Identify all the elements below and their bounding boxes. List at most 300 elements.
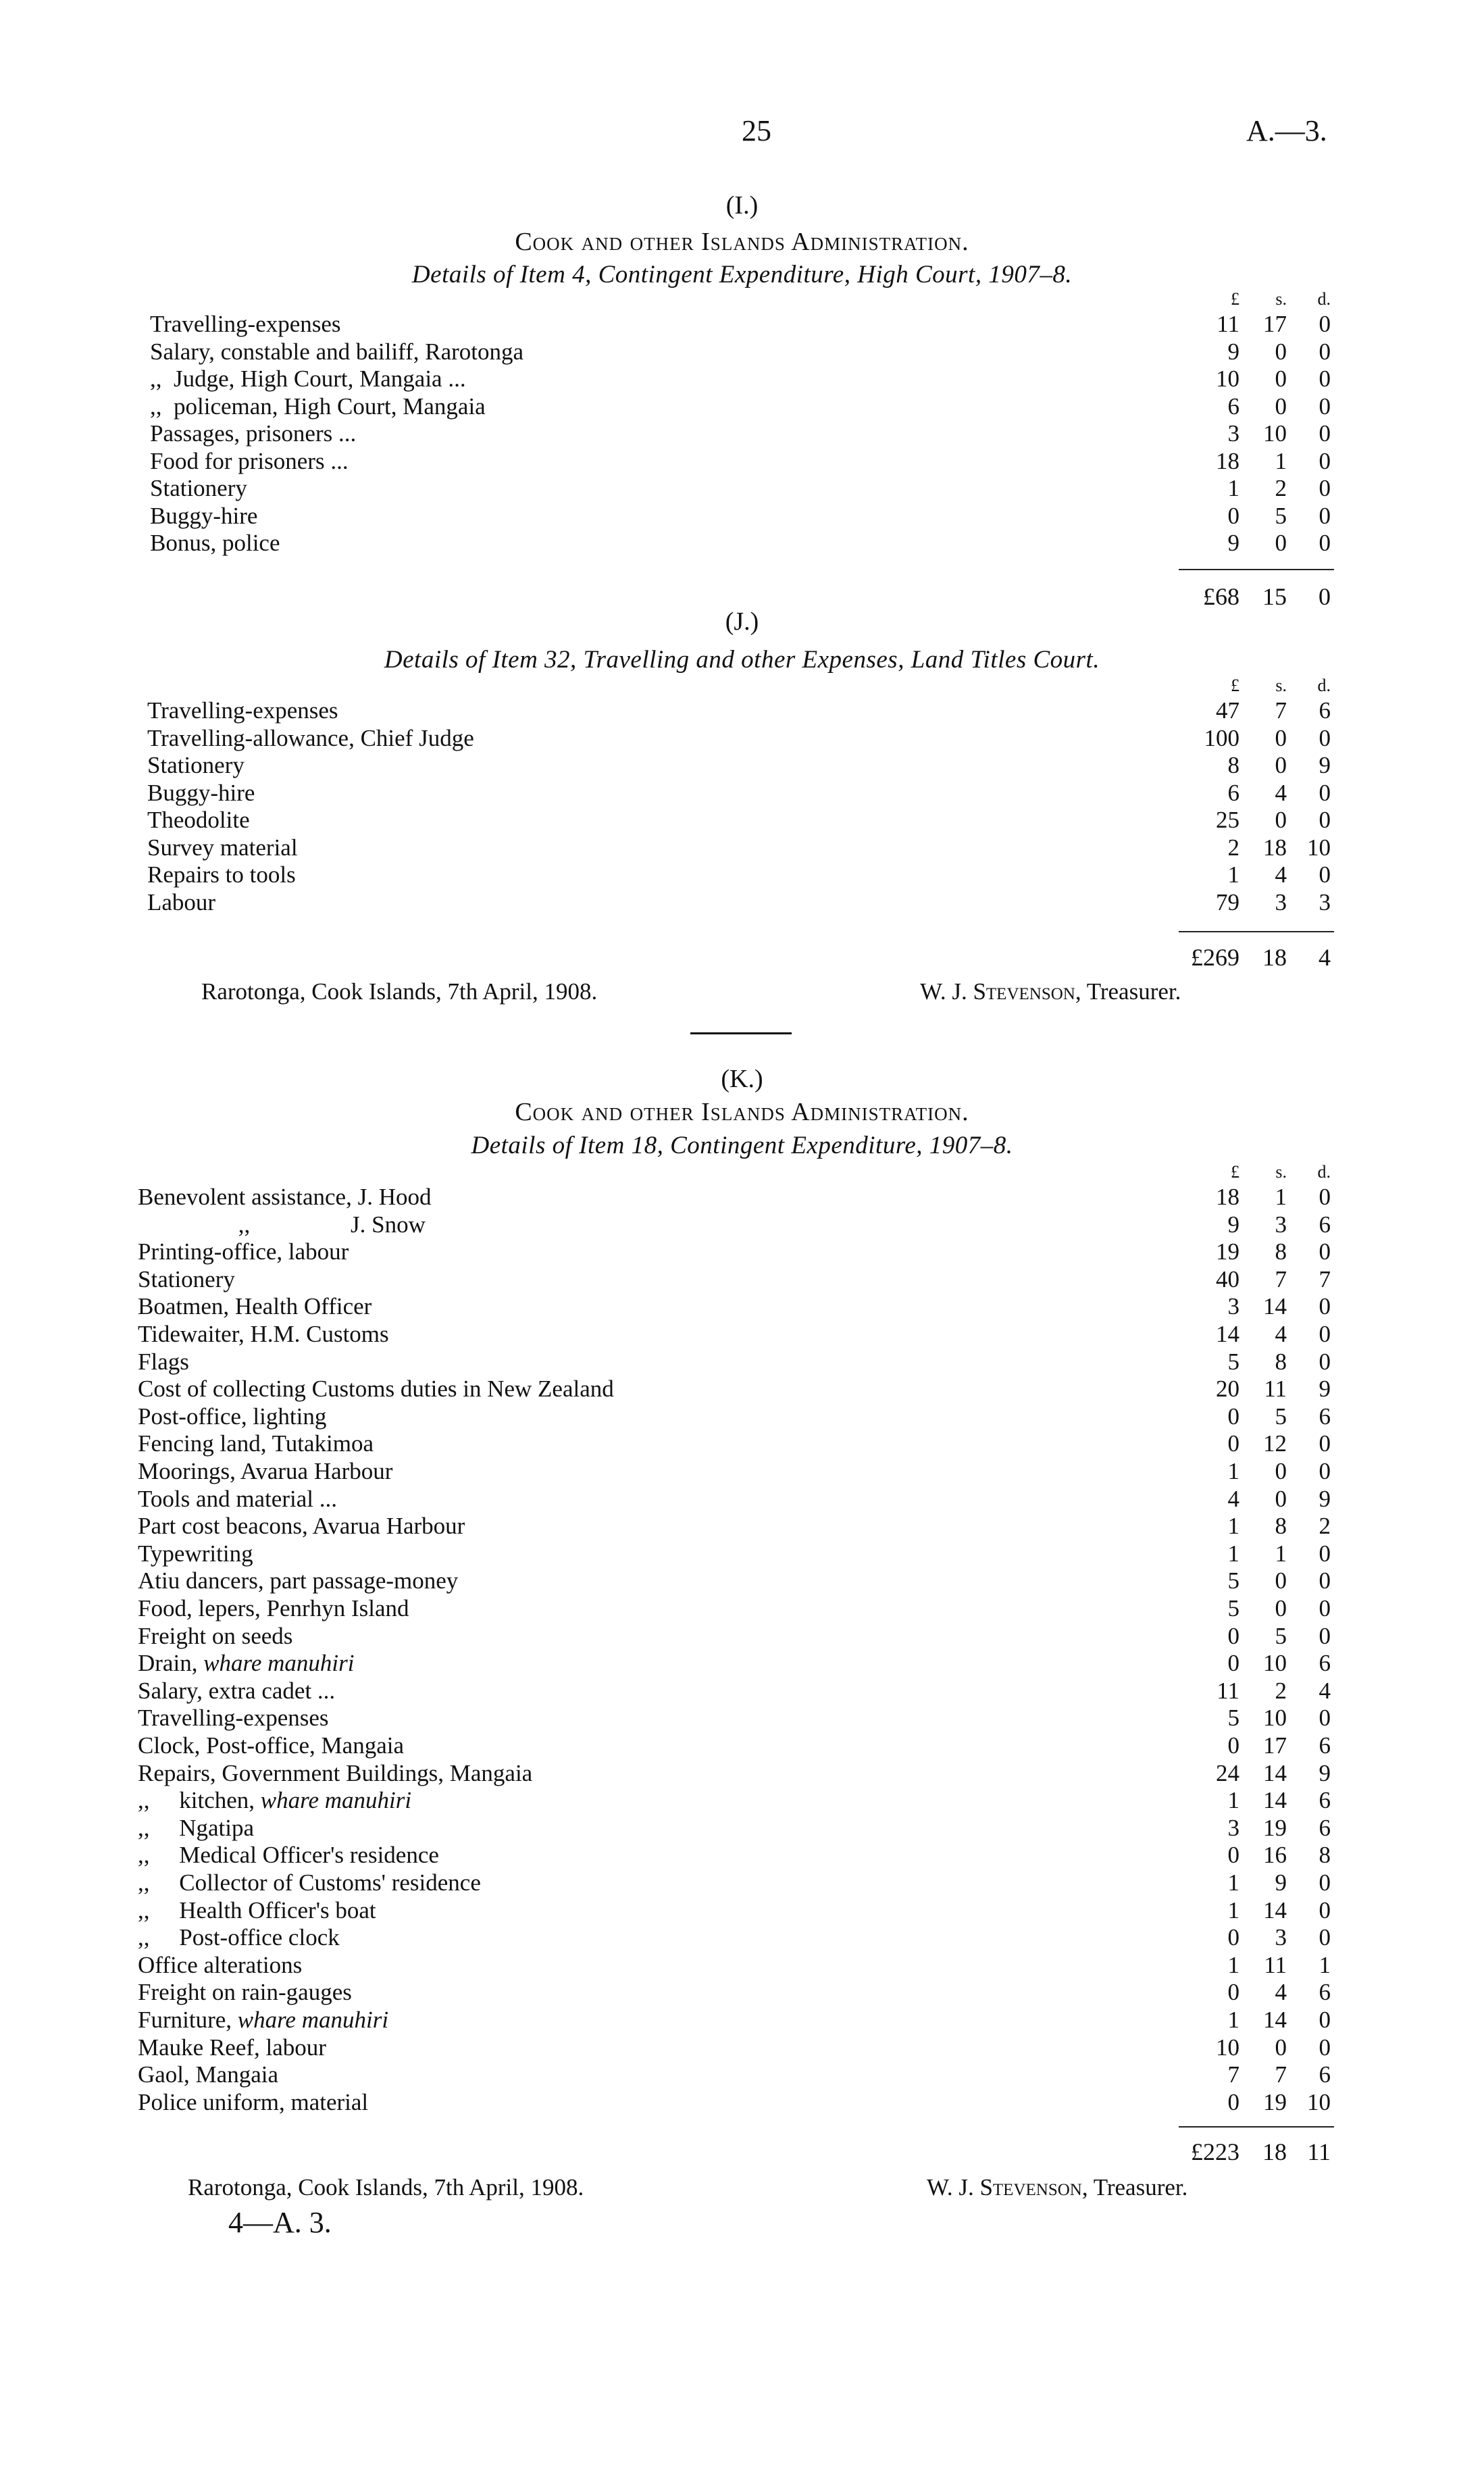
row-label-text: Buggy-hire [147, 779, 255, 806]
table-row [0, 1184, 1484, 1211]
table-row [0, 311, 1484, 338]
row-label [138, 1430, 374, 1457]
section-k-letter: (K.) [721, 1065, 763, 1093]
amount-pence: 0 [1319, 861, 1331, 888]
amount-pounds: 1 [1227, 475, 1239, 501]
amount-shillings: 3 [1275, 1924, 1287, 1951]
amount-pence: 7 [1319, 1265, 1331, 1292]
amount-pounds: 25 [1216, 807, 1239, 833]
row-label-text: Repairs, Government Buildings, Mangaia [138, 1759, 533, 1786]
row-label-text: Office alterations [138, 1951, 303, 1978]
section-k-signoff-name: W. J. Stevenson [927, 2174, 1082, 2200]
table-row [0, 1567, 1484, 1594]
row-label [150, 530, 280, 557]
amount-pence: 6 [1319, 1403, 1331, 1430]
amount-pence: 0 [1319, 1705, 1331, 1732]
amount-pounds: 0 [1227, 2088, 1239, 2115]
amount-shillings: 2 [1275, 1677, 1287, 1704]
total-shillings: 15 [1262, 583, 1287, 610]
amount-pounds: 0 [1227, 1403, 1239, 1430]
amount-pence: 0 [1319, 1924, 1331, 1951]
table-row [0, 1349, 1484, 1376]
row-label [138, 1321, 389, 1348]
amount-pence: 0 [1319, 1540, 1331, 1567]
row-label-text: ,, Ngatipa [138, 1814, 255, 1841]
amount-pounds: 0 [1227, 1430, 1239, 1457]
row-label-text: Theodolite [147, 807, 250, 833]
table-row [0, 1430, 1484, 1457]
amount-shillings: 18 [1263, 834, 1287, 861]
amount-pence: 0 [1319, 502, 1331, 529]
table-row [0, 2034, 1484, 2061]
amount-shillings: 0 [1275, 724, 1287, 751]
amount-pence: 6 [1319, 2061, 1331, 2088]
section-k-signoff-signature [927, 2174, 1187, 2201]
row-label-text: ,, J. Snow [138, 1211, 426, 1238]
total-pounds: £223 [1191, 2138, 1239, 2165]
amount-shillings: 0 [1275, 1485, 1287, 1512]
table-row [0, 503, 1484, 530]
amount-pounds: 5 [1227, 1567, 1239, 1594]
row-label [138, 1540, 253, 1567]
amount-shillings: 4 [1275, 1321, 1287, 1347]
table-row [0, 725, 1484, 752]
amount-pence: 0 [1319, 366, 1331, 392]
amount-shillings: 1 [1275, 447, 1287, 474]
amount-shillings: 0 [1275, 338, 1287, 365]
amount-pence: 6 [1319, 697, 1331, 724]
table-row [0, 1266, 1484, 1293]
row-label [138, 2034, 326, 2061]
row-label-text: Salary, extra cadet ... [138, 1677, 336, 1704]
amount-pounds: 1 [1227, 1513, 1239, 1540]
row-label [147, 889, 215, 916]
amount-pounds: 1 [1227, 1787, 1239, 1814]
amount-pence: 0 [1319, 1184, 1331, 1210]
section-i-subtitle: Details of Item 4, Contingent Expenditure, High Court, 1907–8. [411, 261, 1073, 288]
table-row [0, 1211, 1484, 1238]
amount-pounds: 3 [1227, 1293, 1239, 1320]
amount-pounds: 7 [1227, 2061, 1239, 2088]
column-head: d. [1317, 289, 1331, 309]
row-label [147, 752, 245, 779]
amount-shillings: 0 [1275, 530, 1287, 556]
row-label [150, 448, 349, 475]
amount-shillings: 7 [1275, 2061, 1287, 2088]
amount-pounds: 0 [1227, 1650, 1239, 1677]
column-head: £ [1231, 676, 1239, 695]
amount-pounds: 1 [1227, 1869, 1239, 1896]
table-row [0, 1293, 1484, 1320]
row-label-text: Mauke Reef, labour [138, 2034, 326, 2061]
column-head: d. [1317, 1162, 1331, 1182]
amount-pence: 8 [1319, 1842, 1331, 1869]
table-row [0, 1815, 1484, 1842]
row-label-text: Labour [147, 888, 216, 915]
amount-pence: 6 [1319, 1814, 1331, 1841]
amount-shillings: 5 [1275, 1403, 1287, 1430]
column-head: £ [1231, 1162, 1239, 1182]
amount-pence: 0 [1319, 338, 1331, 365]
amount-pounds: 79 [1216, 888, 1239, 915]
amount-pounds: 1 [1227, 861, 1239, 888]
amount-shillings: 0 [1275, 1458, 1287, 1484]
section-i-heading: Cook and other Islands Administration. [515, 228, 969, 256]
row-label [150, 338, 523, 366]
amount-pounds: 3 [1227, 1814, 1239, 1841]
row-label [138, 2089, 368, 2116]
row-label [138, 1650, 355, 1677]
table-row [0, 1897, 1484, 1924]
row-label-text: ,, Post-office clock [138, 1924, 340, 1951]
amount-pence: 0 [1319, 475, 1331, 501]
section-j-letter: (J.) [725, 607, 759, 636]
row-label-text: Freight on rain-gauges [138, 1979, 352, 2006]
table-row [0, 1952, 1484, 1979]
row-label-text: Travelling-allowance, Chief Judge [147, 724, 474, 751]
row-label-text: Benevolent assistance, J. Hood [138, 1184, 432, 1210]
row-label-text: Salary, constable and bailiff, Rarotonga [150, 338, 524, 365]
row-label [138, 1869, 481, 1896]
row-label [138, 1595, 409, 1622]
total-pence: 0 [1319, 583, 1331, 610]
amount-shillings: 8 [1275, 1348, 1287, 1375]
amount-shillings: 5 [1275, 1622, 1287, 1649]
amount-pounds: 47 [1216, 697, 1239, 724]
amount-shillings: 3 [1275, 888, 1287, 915]
row-label [138, 1458, 392, 1485]
row-label [138, 1184, 432, 1211]
table-row [0, 780, 1484, 807]
row-label [138, 1238, 349, 1265]
amount-pence: 0 [1319, 1321, 1331, 1347]
total-rule [1179, 931, 1334, 932]
row-label-italic: whare manuhiri [237, 2007, 389, 2033]
amount-pounds: 11 [1217, 1677, 1239, 1704]
row-label-text: ,, kitchen, [138, 1787, 261, 1814]
amount-pence: 1 [1319, 1951, 1331, 1978]
section-j-signoff-signature [920, 978, 1181, 1005]
amount-shillings: 19 [1263, 2088, 1287, 2115]
amount-pounds: 0 [1227, 1732, 1239, 1759]
column-head: s. [1275, 676, 1287, 695]
amount-shillings: 0 [1275, 2034, 1287, 2061]
row-label-text: Fencing land, Tutakimoa [138, 1430, 374, 1457]
amount-shillings: 8 [1275, 1513, 1287, 1540]
table-row [0, 1869, 1484, 1896]
row-label [138, 1815, 254, 1842]
row-label [138, 1513, 465, 1540]
amount-pounds: 0 [1227, 502, 1239, 529]
amount-shillings: 2 [1275, 475, 1287, 501]
row-label-text: Stationery [138, 1265, 235, 1292]
table-row [0, 834, 1484, 861]
row-label-text: Tools and material ... [138, 1485, 337, 1512]
table-row [0, 1458, 1484, 1485]
amount-shillings: 0 [1275, 807, 1287, 833]
section-separator [690, 1032, 792, 1034]
amount-shillings: 14 [1263, 2007, 1287, 2033]
table-row [0, 1623, 1484, 1650]
total-shillings: 18 [1262, 2138, 1287, 2165]
total-pence: 4 [1319, 944, 1331, 971]
row-label [138, 1567, 458, 1594]
row-label-text: Furniture, [138, 2007, 238, 2033]
amount-pounds: 1 [1227, 1951, 1239, 1978]
page-number: 25 [742, 114, 771, 147]
amount-pounds: 100 [1204, 724, 1239, 751]
row-label-text: Tidewaiter, H.M. Customs [138, 1321, 389, 1347]
row-label [138, 1266, 235, 1293]
amount-shillings: 14 [1263, 1759, 1287, 1786]
row-label-text: Food for prisoners ... [150, 447, 349, 474]
amount-pence: 0 [1319, 1595, 1331, 1621]
table-row [0, 1842, 1484, 1869]
row-label [138, 1760, 532, 1787]
amount-shillings: 10 [1263, 1650, 1287, 1677]
amount-shillings: 19 [1263, 1814, 1287, 1841]
amount-pounds: 9 [1227, 1211, 1239, 1238]
row-label-text: Printing-office, labour [138, 1238, 349, 1265]
row-label-text: Typewriting [138, 1540, 253, 1567]
row-label [138, 1979, 352, 2006]
amount-shillings: 16 [1263, 1842, 1287, 1869]
table-row [0, 1705, 1484, 1732]
document-reference: A.—3. [1246, 114, 1327, 147]
amount-pounds: 1 [1227, 1896, 1239, 1923]
amount-pounds: 2 [1227, 834, 1239, 861]
table-row [0, 1238, 1484, 1265]
amount-pence: 0 [1319, 393, 1331, 420]
amount-pounds: 14 [1216, 1321, 1239, 1347]
amount-pence: 0 [1319, 1458, 1331, 1484]
row-label-text: ,, Medical Officer's residence [138, 1842, 439, 1869]
section-j-subtitle: Details of Item 32, Travelling and other Expenses, Land Titles Court. [384, 646, 1100, 674]
table-row [0, 420, 1484, 447]
amount-pounds: 0 [1227, 1979, 1239, 2006]
table-row [0, 1787, 1484, 1814]
column-head: s. [1275, 289, 1287, 309]
table-row [0, 2061, 1484, 2088]
amount-shillings: 0 [1275, 752, 1287, 778]
amount-shillings: 9 [1275, 1869, 1287, 1896]
amount-pence: 0 [1319, 1430, 1331, 1457]
table-row [0, 1678, 1484, 1705]
amount-pounds: 6 [1227, 779, 1239, 806]
amount-shillings: 0 [1275, 1567, 1287, 1594]
table-row [0, 530, 1484, 557]
row-label-text: Buggy-hire [150, 502, 258, 529]
row-label-text: Boatmen, Health Officer [138, 1293, 372, 1320]
amount-pounds: 20 [1216, 1376, 1239, 1403]
amount-pounds: 1 [1227, 1458, 1239, 1484]
row-label [150, 503, 257, 530]
row-label [147, 834, 298, 861]
amount-shillings: 8 [1275, 1238, 1287, 1265]
amount-pence: 9 [1319, 1759, 1331, 1786]
table-row [0, 366, 1484, 393]
amount-pounds: 0 [1227, 1842, 1239, 1869]
amount-shillings: 12 [1263, 1430, 1287, 1457]
amount-pence: 0 [1319, 724, 1331, 751]
amount-shillings: 7 [1275, 1265, 1287, 1292]
amount-shillings: 4 [1275, 861, 1287, 888]
row-label [150, 366, 466, 393]
amount-pence: 0 [1319, 1869, 1331, 1896]
column-head: d. [1317, 676, 1331, 695]
row-label-text: Cost of collecting Customs duties in New Zealand [138, 1376, 614, 1403]
row-label [138, 1732, 404, 1759]
table-row [0, 807, 1484, 834]
amount-pounds: 5 [1227, 1595, 1239, 1621]
amount-pounds: 8 [1227, 752, 1239, 778]
table-row [0, 448, 1484, 475]
column-head: s. [1275, 1162, 1287, 1182]
amount-pounds: 24 [1216, 1759, 1239, 1786]
amount-shillings: 7 [1275, 697, 1287, 724]
row-label-text: Gaol, Mangaia [138, 2061, 278, 2088]
row-label [147, 697, 338, 724]
amount-pence: 0 [1319, 2007, 1331, 2033]
amount-shillings: 1 [1275, 1540, 1287, 1567]
row-label [147, 807, 250, 834]
amount-pounds: 6 [1227, 393, 1239, 420]
row-label [138, 1349, 189, 1376]
row-label [150, 311, 341, 338]
amount-pence: 4 [1319, 1677, 1331, 1704]
amount-shillings: 0 [1275, 393, 1287, 420]
table-row [0, 1732, 1484, 1759]
amount-shillings: 11 [1264, 1376, 1287, 1403]
amount-pounds: 9 [1227, 338, 1239, 365]
table-row [0, 1595, 1484, 1622]
table-row [0, 1486, 1484, 1513]
table-row [0, 889, 1484, 916]
table-row [0, 1540, 1484, 1567]
amount-pence: 0 [1319, 311, 1331, 337]
total-rule [1179, 2126, 1334, 2128]
row-label [147, 780, 255, 807]
amount-pence: 10 [1307, 2088, 1331, 2115]
section-k-signoff-place: Rarotonga, Cook Islands, 7th April, 1908. [188, 2174, 584, 2200]
amount-shillings: 0 [1275, 1595, 1287, 1621]
amount-pence: 9 [1319, 752, 1331, 778]
amount-pounds: 0 [1227, 1622, 1239, 1649]
row-label [138, 1952, 302, 1979]
row-label-text: ,, Health Officer's boat [138, 1896, 376, 1923]
section-k-heading: Cook and other Islands Administration. [515, 1098, 969, 1126]
row-label [138, 1897, 376, 1924]
row-label-text: Stationery [150, 475, 247, 501]
row-label-text: Food, lepers, Penrhyn Island [138, 1595, 409, 1621]
row-label-text: ,, Judge, High Court, Mangaia ... [150, 366, 466, 392]
table-row [0, 861, 1484, 888]
table-row [0, 1321, 1484, 1348]
row-label [138, 2061, 278, 2088]
amount-pence: 0 [1319, 1293, 1331, 1320]
row-label [150, 475, 247, 502]
section-k-signoff-title: , Treasurer. [1081, 2174, 1188, 2200]
total-pounds: £68 [1203, 583, 1239, 610]
amount-pence: 0 [1319, 1348, 1331, 1375]
amount-shillings: 14 [1263, 1787, 1287, 1814]
amount-pence: 0 [1319, 530, 1331, 556]
amount-pence: 6 [1319, 1732, 1331, 1759]
row-label [138, 1486, 337, 1513]
amount-shillings: 17 [1263, 1732, 1287, 1759]
total-pence: 11 [1307, 2138, 1331, 2165]
amount-pounds: 18 [1216, 1184, 1239, 1210]
table-row [0, 2007, 1484, 2034]
row-label-text: Flags [138, 1348, 189, 1375]
row-label [138, 1403, 326, 1430]
row-label-text: Drain, [138, 1650, 204, 1677]
amount-pounds: 5 [1227, 1705, 1239, 1732]
section-j-signoff-name: W. J. Stevenson [920, 978, 1075, 1005]
row-label [138, 1211, 426, 1238]
row-label-text: Part cost beacons, Avarua Harbour [138, 1513, 465, 1540]
row-label-text: Repairs to tools [147, 861, 296, 888]
table-row [0, 1513, 1484, 1540]
row-label-italic: whare manuhiri [260, 1787, 412, 1814]
total-shillings: 18 [1262, 944, 1287, 971]
amount-pounds: 5 [1227, 1348, 1239, 1375]
table-row [0, 393, 1484, 420]
table-row [0, 475, 1484, 502]
amount-shillings: 11 [1264, 1951, 1287, 1978]
amount-pence: 0 [1319, 1567, 1331, 1594]
row-label-text: Clock, Post-office, Mangaia [138, 1732, 404, 1759]
amount-pence: 6 [1319, 1650, 1331, 1677]
amount-pence: 6 [1319, 1979, 1331, 2006]
table-row [0, 1376, 1484, 1403]
row-label [138, 1623, 292, 1650]
table-row [0, 2089, 1484, 2116]
amount-shillings: 4 [1275, 1979, 1287, 2006]
amount-shillings: 10 [1263, 420, 1287, 447]
row-label-text: Travelling-expenses [138, 1705, 329, 1732]
row-label-text: Stationery [147, 752, 245, 778]
amount-shillings: 4 [1275, 779, 1287, 806]
row-label [138, 1705, 329, 1732]
amount-pence: 9 [1319, 1485, 1331, 1512]
row-label-text: Bonus, police [150, 530, 280, 556]
row-label-text: Survey material [147, 834, 298, 861]
amount-pounds: 4 [1227, 1485, 1239, 1512]
section-j-signoff-title: , Treasurer. [1075, 978, 1181, 1005]
amount-pence: 0 [1319, 1238, 1331, 1265]
table-row [0, 1650, 1484, 1677]
row-label [138, 1787, 411, 1814]
amount-pence: 0 [1319, 420, 1331, 447]
amount-pounds: 9 [1227, 530, 1239, 556]
amount-pounds: 19 [1216, 1238, 1239, 1265]
amount-pounds: 0 [1227, 1924, 1239, 1951]
amount-pounds: 3 [1227, 420, 1239, 447]
row-label-text: ,, policeman, High Court, Mangaia [150, 393, 486, 420]
row-label-text: Travelling-expenses [147, 697, 338, 724]
row-label-text: ,, Collector of Customs' residence [138, 1869, 481, 1896]
row-label [150, 393, 486, 420]
table-row [0, 1760, 1484, 1787]
row-label [138, 1678, 335, 1705]
row-label-text: Atiu dancers, part passage-money [138, 1567, 459, 1594]
row-label-italic: whare manuhiri [203, 1650, 355, 1677]
total-rule [1179, 569, 1334, 570]
amount-pence: 10 [1307, 834, 1331, 861]
amount-pounds: 10 [1216, 366, 1239, 392]
amount-shillings: 14 [1263, 1896, 1287, 1923]
